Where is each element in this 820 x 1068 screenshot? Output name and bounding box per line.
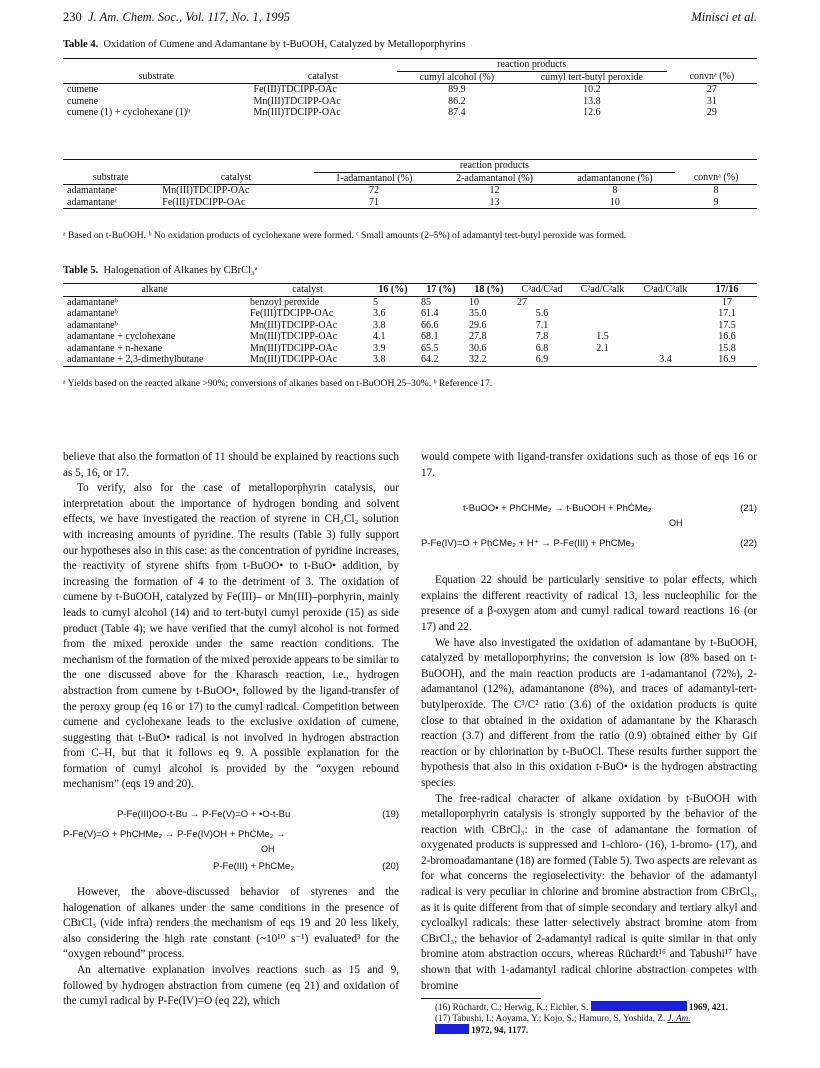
table-row: cumene Fe(III)TDCIPP-OAc 89.9 10.2 27 xyxy=(67,84,717,95)
paragraph: However, the above-discussed behavior of styrenes and the halogenation of alkanes under the same conditions in the presence of CBrCl₃ (vide infra) renders the mechanism of eqs 19 and 20 less likely, also considering the high rate constant (~10¹⁰ s⁻¹) evaluated³ for the “oxygen rebound” process. xyxy=(63,886,399,961)
table-row: adamantaneᶜ Fe(III)TDCIPP-OAc 71 13 10 9 xyxy=(63,197,757,209)
table-row: adamantaneᵇ benzoyl peroxide 5 85 10 27 17 xyxy=(67,296,732,308)
paragraph: An alternative explanation involves reactions such as 15 and 9, followed by hydrogen abstraction from cumene (eq 21) and oxidation of the cumyl radical by P-Fe(IV)=O (eq 22), which xyxy=(63,964,399,1008)
table4-part2 xyxy=(63,159,757,209)
equation-22: P-Fe(IV)=O + PhĊMe₂ + H⁺ → P-Fe(III) + PhCMe₂ xyxy=(421,538,635,550)
group-header: reaction products xyxy=(314,160,675,173)
reference-16: (16) Rüchardt, C.; Herwig, K.; Eichler, S. 1969, 421. xyxy=(435,1002,728,1013)
paragraph: believe that also the formation of 11 should be explained by reactions such as 5, 16, or 17. xyxy=(63,451,399,479)
equation-number: (20) xyxy=(382,861,399,873)
table-row: adamantaneᵇ Fe(III)TDCIPP-OAc 3.6 61.4 35.0 5.6 17.1 xyxy=(67,308,736,319)
table-row: adamantaneᶜ Mn(III)TDCIPP-OAc 72 12 8 8 xyxy=(67,185,719,196)
equation-number: (22) xyxy=(740,538,757,550)
table5-caption: Table 5. Halogenation of Alkanes by CBrCl₃ᵃ xyxy=(63,265,258,276)
equation-number: (21) xyxy=(740,503,757,515)
reference-divider xyxy=(421,998,541,999)
table4-footnote: ᵃ Based on t-BuOOH. ᵇ No oxidation products of cyclohexane were formed. ᶜ Small amounts (2–5%) of adamantyl tert-butyl peroxide was formed. xyxy=(63,230,627,241)
redaction-mark xyxy=(435,1024,469,1034)
equation-22-oh: OH xyxy=(669,518,683,529)
table-row: cumene Mn(III)TDCIPP-OAc 86.2 13.8 31 xyxy=(67,95,717,107)
header-row: substrate catalyst cumyl alcohol (%) cumyl tert-butyl peroxide convnᵃ (%) xyxy=(63,71,757,84)
paragraph: The free-radical character of alkane oxidation by t-BuOOH with metalloporphyrin catalysis is strongly supported by the behavior of the reaction with CBrCl₃: in the case of adamantane the formation of oxygenated products is suppressed and 1-chloro- (16), 1-bromo- (17), and 2-bromoadamantane (18) are formed (Table 5). Two aspects are relevant as for what concerns the regioselectivity: the behavior of the adamantyl radical is very peculiar in chlorine and bromine abstraction from CBrCl₃, as it is quite different from that of simple secondary and tertiary alkyl and cycloalkyl radicals: these latter selectively abstract bromine atom from CBrCl₃; the behavior of 2-adamantyl radical is quite similar in that only bromine atom abstraction occurs, whereas Rüchardt¹⁶ and Tabushi¹⁷ have shown that with 1-adamantyl radical chlorine abstraction competes with bromine xyxy=(421,792,757,992)
equations-19-20 xyxy=(63,807,399,885)
journal-link[interactable]: J. Am. xyxy=(667,1013,691,1024)
paragraph: We have also investigated the oxidation of adamantane by t-BuOOH, catalyzed by metalloporphyrins; the conversion is low (8% based on t-BuOOH), and the main reaction products are 1-adamantanol (72%), 2-adamantanol (12%), adamantanone (8%), and traces of adamantyl-tert-butylperoxide. The C³/C² ratio (3.6) of the oxidation products is quite close to that obtained in the oxidation of adamantane by the Kharasch reaction (3.7) and different from the ratio (0.9) obtained either by Gif reaction or by chlorination by t-BuOCl. These results further support the hypothesis that also in this oxidation t-BuO• is the hydrogen abstracting species. xyxy=(421,636,757,789)
group-header: reaction products xyxy=(397,59,667,72)
right-column xyxy=(421,450,757,1036)
paragraph: would compete with ligand-transfer oxidations such as those of eqs 16 or 17. xyxy=(421,451,757,479)
table-row: cumene (1) + cyclohexane (1)ᵇ Mn(III)TDCIPP-OAc 87.4 12.6 29 xyxy=(67,107,717,118)
reference-17: (17) Tabushi, I.; Aoyama, Y.; Kojo, S.; Hamuro, S, Yoshida, Z. J. Am. 1972, 94, 1177. xyxy=(435,1013,691,1036)
table-row: adamantaneᵇ Mn(III)TDCIPP-OAc 3.8 66.6 29.6 7.1 17.5 xyxy=(67,319,736,331)
equation-20-part1: P-Fe(V)=O + PhCHMe₂ → P-Fe(IV)OH + PhĊMe₂ → xyxy=(63,829,286,841)
left-column xyxy=(63,450,399,1010)
equation-19: P-Fe(III)OO-t-Bu → P-Fe(V)=O + •O-t-Bu xyxy=(117,809,291,821)
journal-citation: J. Am. Chem. Soc., Vol. 117, No. 1, 1995 xyxy=(88,10,290,24)
paragraph: To verify, also for the case of metalloporphyrin catalysis, our interpretation about the importance of hydrogen bonding and solvent effects, we have investigated the reaction of styrene in CH₂Cl₂ solution with increasing amounts of pyridine. The results (Table 3) fully support our hypotheses also in this case: as the concentration of pyridine increases, the reactivity of styrene shifts from t-BuOO• to t-BuO• addition, by increasing the formation of 4 to the detriment of 3. The oxidation of cumene by t-BuOOH, catalyzed by Fe(III)– or Mn(III)–porphyrin, mainly leads to cumyl alcohol (14) and to tert-butyl cumyl peroxide (15) as side product (Table 4); we have verified that the cumyl alcohol is not formed from the mixed peroxide under the same reaction conditions. The mechanism of the formation of the mixed peroxide appears to be similar to the one discussed above for the Kharasch reaction, i.e., hydrogen abstraction from cumene by t-BuOO•, followed by the ligand-transfer of the peroxy group (eq 16 or 17) to the cumyl radical. Competition between cumene and cyclohexane leads to the exclusive oxidation of cumene, suggesting that t-BuO• radical is not involved in hydrogen abstraction from C–H, but that it follows eq 9. A possible explanation for the formation of cumyl alcohol is provided by the “oxygen rebound mechanism” (eqs 19 and 20). xyxy=(63,482,399,791)
page-number: 230 xyxy=(63,10,82,24)
table-row: adamantane + cyclohexane Mn(III)TDCIPP-OAc 4.1 68.1 27.8 7.8 1.5 16.6 xyxy=(67,331,736,342)
header-row: substrate catalyst 1-adamantanol (%) 2-adamantanol (%) adamantanone (%) convnᵃ (%) xyxy=(63,172,757,185)
table4-part1 xyxy=(63,58,757,119)
paragraph: Equation 22 should be particularly sensitive to polar effects, which explains the different reactivity of radical 13, less nucleophilic for the presence of a β-oxygen atom and cumyl radical toward reactions 16 (or 17) and 22. xyxy=(421,574,757,633)
table4-caption: Table 4. Oxidation of Cumene and Adamantane by t-BuOOH, Catalyzed by Metalloporphyrins xyxy=(63,39,466,50)
table-row: adamantane + 2,3-dimethylbutane Mn(III)TDCIPP-OAc 3.8 64.2 32.2 6.9 3.4 16.9 xyxy=(63,354,757,366)
table5-footnote: ᵃ Yields based on the reacted alkane >90%; conversions of alkanes based on t-BuOOH 25–30%. ᵇ Reference 17. xyxy=(63,378,493,389)
running-authors: Minisci et al. xyxy=(691,10,757,24)
equation-number: (19) xyxy=(382,809,399,821)
equation-20-oh: OH xyxy=(261,844,275,855)
redaction-mark xyxy=(591,1001,687,1011)
equation-21: t-BuOO• + PhCHMe₂ → t-BuOOH + PhĊMe₂ xyxy=(463,503,652,515)
header-row: alkane catalyst 16 (%) 17 (%) 18 (%) C³ad/C²ad C²ad/C²alk C³ad/C³alk 17/16 xyxy=(63,284,757,297)
equation-20-part2: P-Fe(III) + PhCMe₂ xyxy=(213,861,295,873)
table5 xyxy=(63,283,757,367)
equations-21-22 xyxy=(421,501,757,573)
table-row: adamantane + n-hexane Mn(III)TDCIPP-OAc 3.9 65.5 30.6 6.8 2.1 15.8 xyxy=(67,342,736,354)
